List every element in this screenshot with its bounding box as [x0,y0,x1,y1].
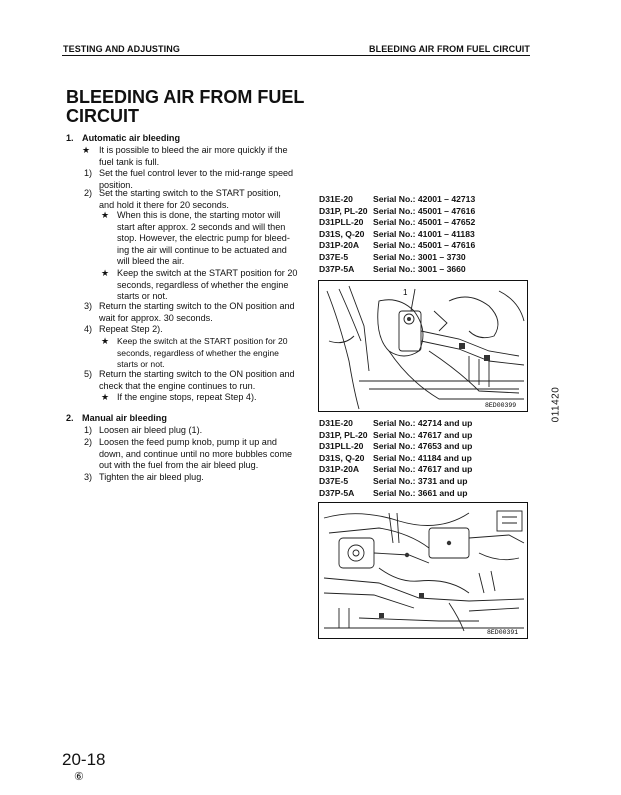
engine-illustration-1 [319,281,527,411]
step-line: down, and continue until no more bubbles come [99,448,293,459]
model: D31PLL-20 [319,217,364,228]
section1-note [99,145,304,168]
step2-note1-star: ★ [101,210,110,220]
page-number: 20-18 [62,750,106,769]
section1-heading: Automatic air bleeding [82,133,181,143]
page-title-line-1: BLEEDING AIR FROM FUEL [66,87,305,107]
note-line: Keep the switch at the START position for 20 [117,268,298,278]
section1-note-line: It is possible to bleed the air more quickly if the [99,145,288,155]
serial: Serial No.: 3661 and up [373,487,468,498]
header-right: BLEEDING AIR FROM FUEL CIRCUIT [369,44,530,54]
section1-step3-num: 3) [84,301,93,311]
note-line: Keep the switch at the START position for 20 [117,336,288,346]
section1-step2-text [99,188,304,211]
step-line: and hold it there for 20 seconds. [99,199,229,210]
page-title [66,88,316,126]
serial: Serial No.: 47653 and up [373,441,473,452]
model: D31E-20 [319,418,353,428]
step2-note2-text [117,268,307,303]
model: D31PLL-20 [319,441,364,452]
step-line: Set the starting switch to the START position, [99,188,281,198]
step-line: Loosen the feed pump knob, pump it up and [99,437,277,447]
model: D31P, PL-20 [319,429,368,440]
serial: Serial No.: 45001 – 47616 [373,205,476,216]
section1-num: 1. [66,133,74,143]
figure-1-engine-bleed-plug [318,280,528,412]
note-line: starts or not. [117,359,165,370]
serial: Serial No.: 41001 – 41183 [373,228,475,239]
model: D31S, Q-20 [319,228,365,239]
serial: Serial No.: 41184 and up [373,452,472,463]
side-code-wrap [536,385,576,425]
note-line: seconds, regardless of whether the engine [117,279,289,290]
serial: Serial No.: 45001 – 47616 [373,240,476,251]
section1-step4-text: Repeat Step 2). [99,324,163,334]
header-left: TESTING AND ADJUSTING [63,44,180,54]
step4-note-star: ★ [101,336,110,346]
section1-step2-num: 2) [84,188,93,198]
note-line: starts or not. [117,291,168,302]
model: D31S, Q-20 [319,452,365,463]
step-line: position. [99,179,133,190]
section2-step1-num: 1) [84,425,93,435]
step-line: Return the starting switch to the ON position and [99,301,295,311]
figure2-label: 8ED00391 [487,629,519,636]
serial-table-2 [319,418,529,500]
model: D37E-5 [319,252,349,262]
step2-note1-text [117,210,307,268]
note-line: When this is done, the starting motor will [117,210,281,220]
serial: Serial No.: 3001 – 3660 [373,263,466,274]
section2-step2-text [99,437,309,472]
page-title-line-2: CIRCUIT [66,106,139,126]
serial: Serial No.: 42001 – 42713 [373,194,476,204]
serial: Serial No.: 45001 – 47652 [373,217,476,228]
step-line: wait for approx. 30 seconds. [99,312,213,323]
serial-table-1 [319,194,529,276]
serial: Serial No.: 47617 and up [373,429,473,440]
section1-note-line: fuel tank is full. [99,156,160,167]
note-line: start after approx. 2 seconds and will then [117,221,286,232]
step5-note-star: ★ [101,392,110,402]
step4-note-text [117,336,307,371]
step-line: Return the starting switch to the ON position and [99,369,295,379]
section1-step1-num: 1) [84,168,93,178]
engine-illustration-2 [319,503,527,638]
revision-mark: ⑥ [74,771,84,783]
step-line: check that the engine continues to run. [99,380,256,391]
serial: Serial No.: 3001 – 3730 [373,252,466,262]
section2-step3-text: Tighten the air bleed plug. [99,472,204,482]
model: D31P, PL-20 [319,205,368,216]
section1-step5-text [99,369,309,392]
model: D37E-5 [319,476,349,486]
section1-step3-text [99,301,309,324]
step-line: Set the fuel control lever to the mid-range speed [99,168,294,178]
step-line: out with the fuel from the air bleed plug. [99,460,259,471]
figure1-label: 8ED00399 [485,402,517,409]
model: D37P-5A [319,263,355,274]
section2-step3-num: 3) [84,472,93,482]
figure-2-fuel-feed-pump [318,502,528,639]
note-line: ing the air will continue to be actuated and [117,244,287,255]
model: D37P-5A [319,487,355,498]
side-code: 011420 [550,386,562,423]
model: D31E-20 [319,194,353,204]
serial: Serial No.: 47617 and up [373,464,473,475]
section2-step2-num: 2) [84,437,93,447]
serial: Serial No.: 42714 and up [373,418,473,428]
header-rule [62,55,530,56]
model: D31P-20A [319,464,360,475]
note-line: stop. However, the electric pump for bleed- [117,233,290,244]
model: D31P-20A [319,240,360,251]
note-line: will bleed the air. [117,256,185,267]
figure1-callout: 1 [403,288,408,297]
step5-note-text: If the engine stops, repeat Step 4). [117,392,257,402]
section2-heading: Manual air bleeding [82,413,167,423]
section2-num: 2. [66,413,74,423]
section1-note-star: ★ [82,145,91,155]
step2-note2-star: ★ [101,268,110,278]
section2-step1-text: Loosen air bleed plug (1). [99,425,203,435]
section1-step5-num: 5) [84,369,93,379]
note-line: seconds, regardless of whether the engine [117,347,279,358]
serial: Serial No.: 3731 and up [373,476,468,486]
section1-step4-num: 4) [84,324,93,334]
